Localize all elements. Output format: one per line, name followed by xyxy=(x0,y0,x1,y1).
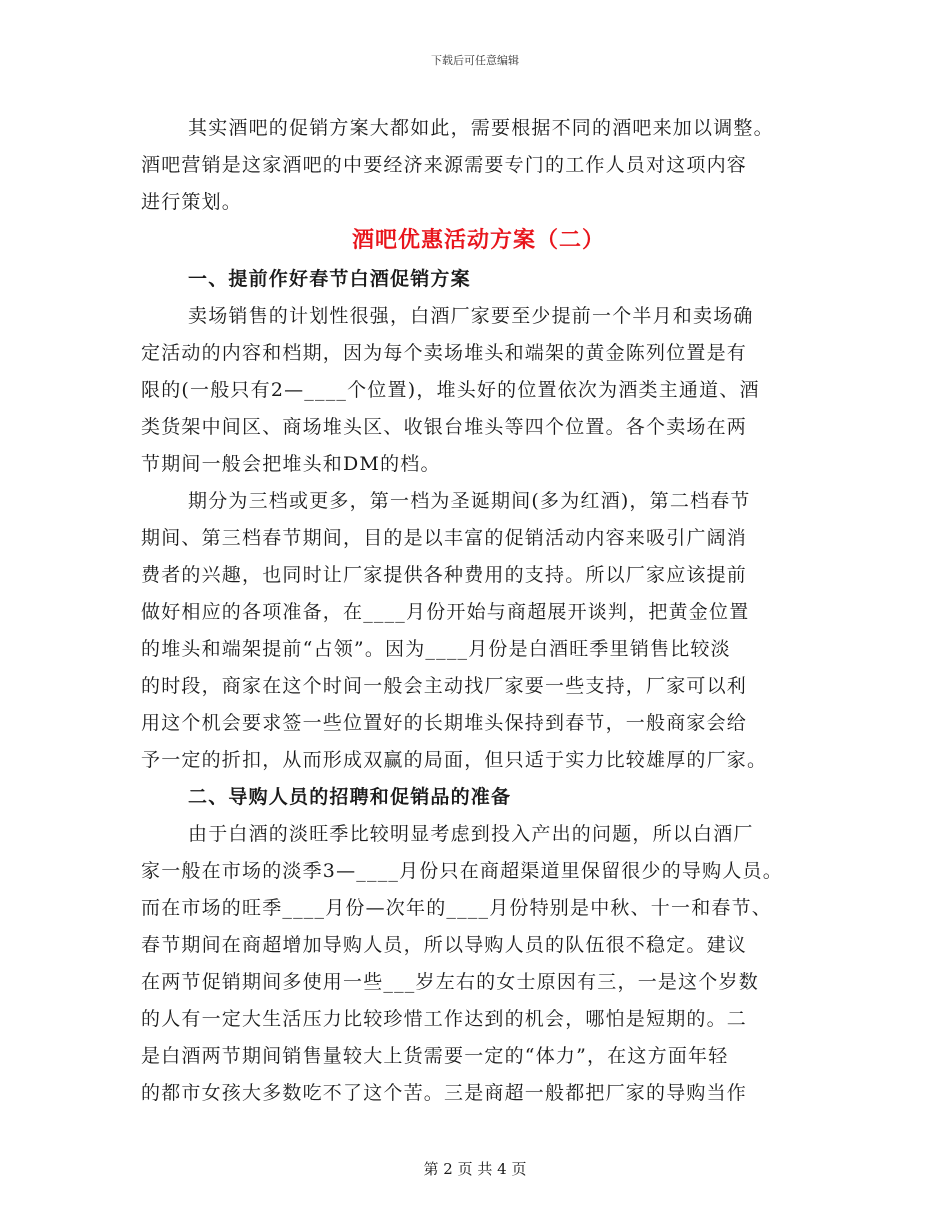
text-line: 期间、第三档春节期间，目的是以丰富的促销活动内容来吸引广阔消 xyxy=(141,527,748,549)
header-note: 下载后可任意编辑 xyxy=(431,54,519,67)
text-line: 的堆头和端架提前“占领”。因为____月份是白酒旺季里销售比较淡 xyxy=(141,638,731,660)
text-line: 节期间一般会把堆头和DM的档。 xyxy=(141,453,441,475)
page-number: 第 2 页 共 4 页 xyxy=(423,1160,527,1178)
text-line: 而在市场的旺季____月份—次年的____月份特别是中秋、十一和春节、 xyxy=(141,897,773,919)
text-line: 费者的兴趣，也同时让厂家提供各种费用的支持。所以厂家应该提前 xyxy=(141,564,748,586)
text-line: 由于白酒的淡旺季比较明显考虑到投入产出的问题，所以白酒厂 xyxy=(188,823,754,845)
text-line: 的人有一定大生活压力比较珍惜工作达到的机会，哪怕是短期的。二 xyxy=(141,1008,748,1030)
text-line: 春节期间在商超增加导购人员，所以导购人员的队伍很不稳定。建议 xyxy=(141,934,748,956)
document-body xyxy=(141,110,816,1112)
text-line: 进行策划。 xyxy=(141,191,243,213)
text-line: 家一般在市场的淡季3—____月份只在商超渠道里保留很少的导购人员。 xyxy=(141,860,783,882)
text-line: 酒吧营销是这家酒吧的中要经济来源需要专门的工作人员对这项内容 xyxy=(141,154,748,176)
text-line: 予一定的折扣，从而形成双赢的局面，但只适于实力比较雄厚的厂家。 xyxy=(141,749,768,771)
text-line: 期分为三档或更多，第一档为圣诞期间(多为红酒)，第二档春节 xyxy=(188,490,751,512)
section1-paragraph-1 xyxy=(141,298,816,483)
text-line: 是白酒两节期间销售量较大上货需要一定的“体力”，在这方面年轻 xyxy=(141,1045,729,1067)
text-line: 卖场销售的计划性很强，白酒厂家要至少提前一个半月和卖场确 xyxy=(188,305,754,327)
section-heading-2: 二、导购人员的招聘和促销品的准备 xyxy=(188,786,512,808)
document-title: 酒吧优惠活动方案（二） xyxy=(351,228,605,253)
text-line: 其实酒吧的促销方案大都如此，需要根据不同的酒吧来加以调整。 xyxy=(188,117,774,139)
text-line: 限的(一般只有2—____个位置)，堆头好的位置依次为酒类主通道、酒 xyxy=(141,379,760,401)
text-line: 用这个机会要求签一些位置好的长期堆头保持到春节，一般商家会给 xyxy=(141,712,748,734)
text-line: 做好相应的各项准备，在____月份开始与商超展开谈判，把黄金位置 xyxy=(141,601,750,623)
text-line: 定活动的内容和档期，因为每个卖场堆头和端架的黄金陈列位置是有 xyxy=(141,342,748,364)
intro-paragraph xyxy=(141,110,816,221)
text-line: 的都市女孩大多数吃不了这个苦。三是商超一般都把厂家的导购当作 xyxy=(141,1082,748,1104)
text-line: 在两节促销期间多使用一些___岁左右的女士原因有三，一是这个岁数 xyxy=(141,971,759,993)
text-line: 的时段，商家在这个时间一般会主动找厂家要一些支持，厂家可以利 xyxy=(141,675,748,697)
section-heading-1: 一、提前作好春节白酒促销方案 xyxy=(188,268,471,290)
section1-paragraph-2 xyxy=(141,483,816,779)
text-line: 类货架中间区、商场堆头区、收银台堆头等四个位置。各个卖场在两 xyxy=(141,416,748,438)
section2-paragraph-1 xyxy=(141,816,816,1112)
